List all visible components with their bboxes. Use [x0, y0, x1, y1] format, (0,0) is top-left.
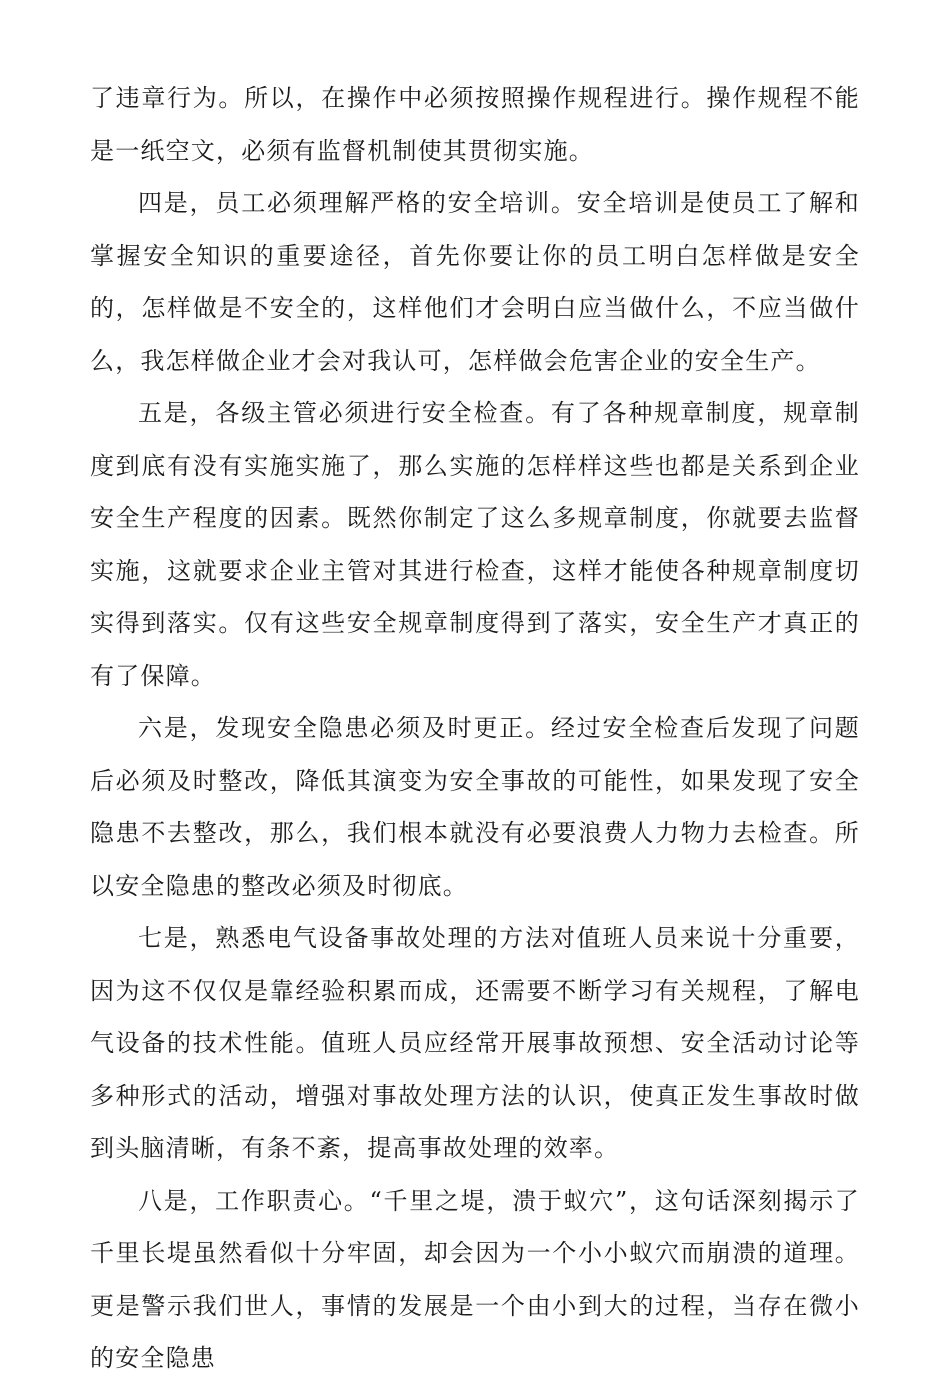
document-body [90, 72, 860, 1385]
paragraph-point-seven: 七是，熟悉电气设备事故处理的方法对值班人员来说十分重要，因为这不仅仅是靠经验积累而成，还需要不断学习有关规程，了解电气设备的技术性能。值班人员应经常开展事故预想、安全活动讨论等多种形式的活动，增强对事故处理方法的认识，使真正发生事故时做到头脑清晰，有条不紊，提高事故处理的效率。 [90, 924, 860, 1162]
paragraph-point-six: 六是，发现安全隐患必须及时更正。经过安全检查后发现了问题后必须及时整改，降低其演变为安全事故的可能性，如果发现了安全隐患不去整改，那么，我们根本就没有必要浪费人力物力去检查。所以安全隐患的整改必须及时彻底。 [90, 714, 860, 900]
paragraph-point-five: 五是，各级主管必须进行安全检查。有了各种规章制度，规章制度到底有没有实施实施了，那么实施的怎样样这些也都是关系到企业安全生产程度的因素。既然你制定了这么多规章制度，你就要去监督实施，这就要求企业主管对其进行检查，这样才能使各种规章制度切实得到落实。仅有这些安全规章制度得到了落实，安全生产才真正的有了保障。 [90, 399, 860, 690]
paragraph-point-eight: 八是，工作职责心。“千里之堤，溃于蚁穴”，这句话深刻揭示了千里长堤虽然看似十分牢固，却会因为一个小小蚁穴而崩溃的道理。更是警示我们世人，事情的发展是一个由小到大的过程，当存在微小的安全隐患 [90, 1186, 860, 1372]
paragraph-continuation: 了违章行为。所以，在操作中必须按照操作规程进行。操作规程不能是一纸空文，必须有监督机制使其贯彻实施。 [90, 84, 860, 165]
paragraph-point-four: 四是，员工必须理解严格的安全培训。安全培训是使员工了解和掌握安全知识的重要途径，首先你要让你的员工明白怎样做是安全的，怎样做是不安全的，这样他们才会明白应当做什么，不应当做什么，我怎样做企业才会对我认可，怎样做会危害企业的安全生产。 [90, 189, 860, 375]
